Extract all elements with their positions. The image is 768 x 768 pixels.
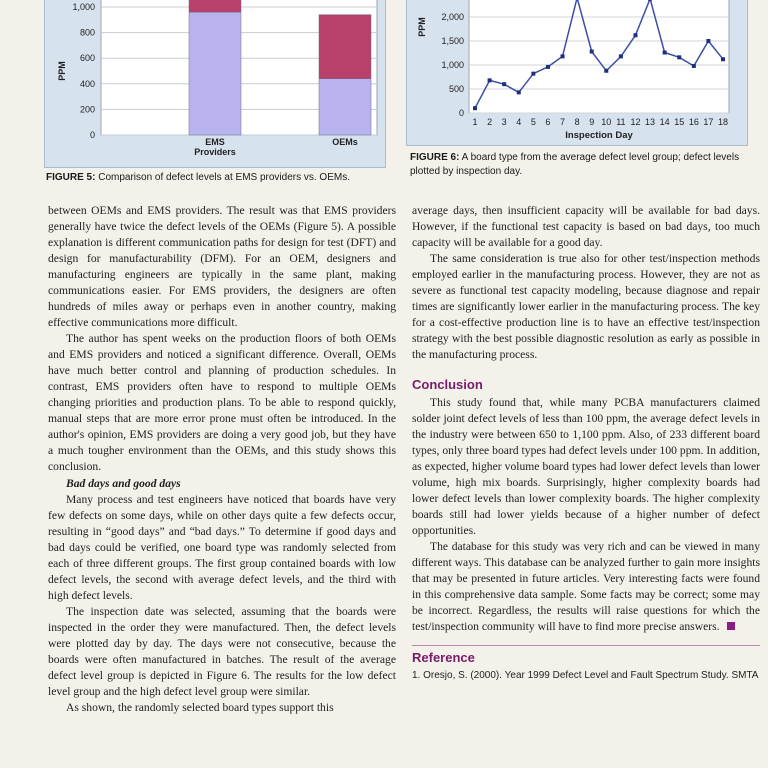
data-point xyxy=(633,33,637,37)
x-tick-label: 12 xyxy=(630,117,641,127)
y-tick-label: 1,000 xyxy=(72,2,95,12)
x-tick-label: EMS xyxy=(205,137,225,147)
paragraph: The author has spent weeks on the production floors of both OEMs and EMS providers and noticed a significant difference. Overall, OEMs have much better control and planning of production schedules. In contrast, EMS providers often have to respond to multiple OEMs changing priorities and production plans. To be able to respond quickly, manual steps that are more error prone must often be introduced. In the author's opinion, EMS providers are doing a very good job, but they have a much tougher environment than the OEMs, and this study shows this conclusion. xyxy=(48,332,396,473)
y-tick-label: 2,000 xyxy=(441,12,464,22)
x-tick-label: 15 xyxy=(674,117,685,127)
y-tick-label: 500 xyxy=(448,84,464,94)
x-tick-label: 17 xyxy=(703,117,714,127)
figure-6-caption xyxy=(410,151,760,179)
x-tick-label: 18 xyxy=(717,117,729,127)
y-axis-label: PPM xyxy=(57,61,67,81)
x-tick-label: 6 xyxy=(545,117,551,127)
data-point xyxy=(648,0,652,1)
y-tick-label: 400 xyxy=(79,78,95,89)
x-tick-label: 7 xyxy=(560,117,566,127)
x-tick-label: 8 xyxy=(574,117,580,127)
data-point xyxy=(663,51,667,55)
x-tick-label: 9 xyxy=(589,117,595,127)
data-point xyxy=(473,106,477,110)
figure-6-chart xyxy=(407,0,747,145)
subheading-bad-days: Bad days and good days xyxy=(66,477,181,490)
figure-5-caption-text: Comparison of defect levels at EMS providers vs. OEMs. xyxy=(95,172,350,183)
y-tick-label: 1,500 xyxy=(441,36,464,46)
data-point xyxy=(692,64,696,68)
data-point xyxy=(561,54,565,58)
x-tick-label: 14 xyxy=(659,117,670,127)
paragraph xyxy=(412,539,760,635)
data-point xyxy=(531,72,535,76)
reference-entry: 1. Oresjo, S. (2000). Year 1999 Defect Level and Fault Spectrum Study. SMTA xyxy=(412,670,759,681)
y-tick-label: 1,000 xyxy=(441,60,464,70)
left-column xyxy=(48,203,396,716)
figure-5-caption xyxy=(46,171,386,185)
paragraph: Many process and test engineers have noticed that boards have very few defects on some days, while on other days quite a few defects occur, resulting in “good days” and “bad days.” To determine if good days and bad days could be verified, one board type was randomly selected from each of three different groups. The first group contained boards with low defect levels, the second with average defect levels, and the third with high defect levels. xyxy=(48,493,396,602)
data-point xyxy=(619,54,623,58)
figure-6-panel xyxy=(406,0,748,146)
bar-segment xyxy=(189,0,241,12)
bar-segment xyxy=(319,15,371,79)
x-tick-label: 4 xyxy=(516,117,522,127)
y-tick-label: 0 xyxy=(458,108,464,118)
figure-5-label: FIGURE 5: xyxy=(46,172,96,183)
x-tick-label: 10 xyxy=(601,117,612,127)
reference-divider xyxy=(412,645,760,646)
conclusion-heading: Conclusion xyxy=(412,377,483,392)
y-tick-label: 600 xyxy=(79,53,95,64)
x-tick-label: 11 xyxy=(616,117,626,127)
bar-segment xyxy=(319,79,371,135)
figure-5-chart xyxy=(45,0,385,167)
data-point xyxy=(590,50,594,54)
data-point xyxy=(517,90,521,94)
x-tick-label: 1 xyxy=(472,117,478,127)
data-point xyxy=(604,69,608,73)
paragraph: average days, then insufficient capacity will be available for bad days. However, if the functional test capacity is based on bad days, too much capacity will be available for a good day. xyxy=(412,204,760,249)
y-tick-label: 200 xyxy=(79,104,95,115)
paragraph: The same consideration is true also for other test/inspection methods employed earlier in the manufacturing process. However, they are not as severe as functional test capacity modeling, because diagnose and repair times are significantly lower earlier in the manufacturing process. The key for a cost-effective production line is to have an effective test/inspection strategy with the best possible diagnostic resolution as early as possible in the manufacturing process. xyxy=(412,252,760,361)
paragraph: between OEMs and EMS providers. The result was that EMS providers generally have twice the defect levels of the OEMs (Figure 5). A possible explanation is different communication paths for design for test (DFT) and design for manufacturability (DFM). For an OEM, designers and manufacturing engineers are typically in the same plant, making communications easier. For EMS providers, the designers are often hundreds of miles away or perhaps even in another country, making effective communications more difficult. xyxy=(48,204,396,329)
paragraph: As shown, the randomly selected board types support this xyxy=(66,701,334,714)
x-tick-label: 2 xyxy=(487,117,493,127)
paragraph: The inspection date was selected, assuming that the boards were inspected in the order they were manufactured. Then, the defect levels were plotted day by day. The days were not consecutive, because the boards were often manufactured in batches. The result of the average defect level group is depicted in Figure 6. The results for the low defect level group and the high defect level group were similar. xyxy=(48,605,396,698)
x-tick-label: 13 xyxy=(645,117,656,127)
y-tick-label: 0 xyxy=(89,130,95,140)
x-axis-label: Inspection Day xyxy=(565,130,633,141)
reference-heading: Reference xyxy=(412,650,475,665)
x-tick-label: 5 xyxy=(530,117,536,127)
data-point xyxy=(706,39,710,43)
data-point xyxy=(546,65,550,69)
x-tick-label: 3 xyxy=(501,117,507,127)
data-point xyxy=(677,55,681,59)
bar-segment xyxy=(189,12,241,135)
x-tick-label: Providers xyxy=(194,147,236,157)
x-tick-label: OEMs xyxy=(332,137,358,147)
y-axis-label: PPM xyxy=(417,17,427,37)
figure-5-panel xyxy=(44,0,386,168)
figure-6-label: FIGURE 6: xyxy=(410,152,460,163)
data-point xyxy=(488,78,492,82)
right-column xyxy=(412,203,760,684)
y-tick-label: 800 xyxy=(79,27,95,38)
figure-6-caption-text: A board type from the average defect level group; defect levels plotted by inspection day. xyxy=(410,152,740,177)
end-of-article-mark xyxy=(727,622,735,630)
data-point xyxy=(721,57,725,61)
paragraph: This study found that, while many PCBA manufacturers claimed solder joint defect levels of less than 100 ppm, the average defect levels in the industry were between 650 to 1,100 ppm. Also, of 233 different board types, only three board types had defect levels under 100 ppm. In addition, as expected, higher volume board types had lower defect levels than lower volume, high mix boards. Surprisingly, higher complexity boards had lower defect levels than lower complexity boards. The higher complexity boards still had lower yields because of a higher number of defect opportunities. xyxy=(412,396,760,537)
paragraph-text: The database for this study was very rich and can be viewed in many different ways. This database can be analyzed further to gain more insights that may be presented in future articles. Very interesting facts were found in this comprehensive data sample. Some facts may be correct; some may be incorrect. Regardless, the results will raise questions for which the test/inspection community will have to find more precise answers. xyxy=(412,540,760,633)
data-point xyxy=(502,82,506,86)
x-tick-label: 16 xyxy=(688,117,699,127)
